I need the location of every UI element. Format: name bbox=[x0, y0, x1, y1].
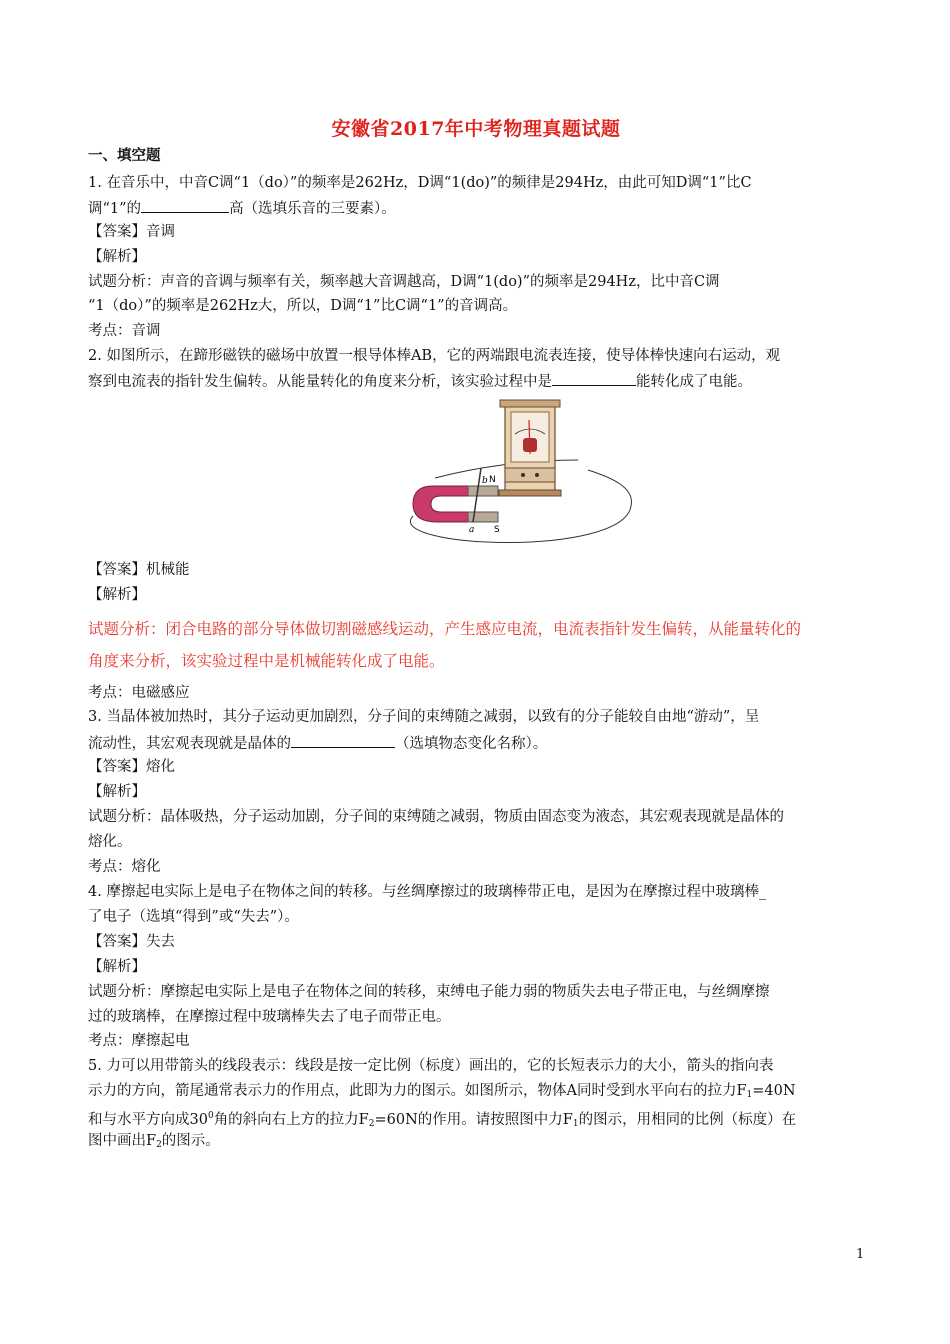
q4-line2: 了电子（选填“得到”或“失去”）。 bbox=[88, 909, 299, 925]
q2-answer: 【答案】机械能 bbox=[88, 562, 190, 578]
answer-blank bbox=[141, 198, 229, 213]
q3-analysis-line1: 试题分析：晶体吸热，分子运动加剧，分子间的束缚随之减弱，物质由固态变为液态，其宏观表现就是晶体的 bbox=[88, 809, 784, 825]
label-a: a bbox=[469, 525, 475, 535]
answer-blank bbox=[291, 733, 395, 748]
q4-point: 考点：摩擦起电 bbox=[88, 1033, 190, 1049]
q2-point: 考点：电磁感应 bbox=[88, 685, 190, 701]
q3-line2: 流动性，其宏观表现就是晶体的 （选填物态变化名称）。 bbox=[88, 733, 547, 754]
q4-answer: 【答案】失去 bbox=[88, 934, 175, 950]
q1-analysis-line1: 试题分析：声音的音调与频率有关，频率越大音调越高，D调“1(do)”的频率是294Hz，比中音C调 bbox=[88, 274, 720, 290]
q5-line1: 5. 力可以用带箭头的线段表示：线段是按一定比例（标度）画出的，它的长短表示力的大小，箭头的指向表 bbox=[88, 1058, 774, 1074]
q4-line1: 4. 摩擦起电实际上是电子在物体之间的转移。与丝绸摩擦过的玻璃棒带正电，是因为在摩擦过程中玻璃棒_ bbox=[88, 884, 767, 900]
page-number: 1 bbox=[856, 1247, 865, 1262]
section-heading: 一、填空题 bbox=[88, 147, 161, 164]
label-n: N bbox=[489, 475, 496, 485]
q2-analysis-line2: 角度来分析，该实验过程中是机械能转化成了电能。 bbox=[88, 652, 445, 670]
q1-line1: 1. 在音乐中，中音C调“1（do）”的频率是262Hz，D调“1(do)”的频律是294Hz，由此可知D调“1”比C bbox=[88, 175, 752, 191]
q1-answer: 【答案】音调 bbox=[88, 224, 175, 240]
q2-line1: 2. 如图所示，在蹄形磁铁的磁场中放置一根导体棒AB，它的两端跟电流表连接，使导体棒快速向右运动，观 bbox=[88, 348, 781, 364]
label-b: b bbox=[482, 476, 488, 486]
q3-analysis-label: 【解析】 bbox=[88, 784, 146, 800]
q3-line1: 3. 当晶体被加热时，其分子运动更加剧烈，分子间的束缚随之减弱，以致有的分子能较自由地“游动”，呈 bbox=[88, 709, 760, 725]
q1-analysis-label: 【解析】 bbox=[88, 249, 146, 265]
q4-analysis-label: 【解析】 bbox=[88, 959, 146, 975]
page-title: 安徽省2017年中考物理真题试题 bbox=[331, 118, 621, 140]
electromagnetic-induction-figure bbox=[373, 398, 659, 550]
q5-line2: 示力的方向，箭尾通常表示力的作用点，此即为力的图示。如图所示，物体A同时受到水平向右的拉力$F_1=40N$ bbox=[88, 1083, 796, 1100]
q1-line2: 调“1”的 高（选填乐音的三要素）。 bbox=[88, 198, 396, 219]
q3-answer: 【答案】熔化 bbox=[88, 759, 175, 775]
q5-line3: 和与水平方向成$30^0$角的斜向右上方的拉力$F_2=60N$的作用。请按照图中力$F_1$的图示，用相同的比例（标度）在 bbox=[88, 1111, 797, 1129]
answer-blank bbox=[552, 371, 636, 386]
label-s: S bbox=[494, 525, 500, 535]
q1-analysis-line2: “1（do）”的频率是262Hz大，所以，D调“1”比C调“1”的音调高。 bbox=[88, 298, 518, 314]
q1-point: 考点：音调 bbox=[88, 323, 161, 339]
q2-analysis-label: 【解析】 bbox=[88, 587, 146, 603]
q2-analysis-line1: 试题分析：闭合电路的部分导体做切割磁感线运动，产生感应电流，电流表指针发生偏转，从能量转化的 bbox=[88, 620, 802, 638]
q2-line2: 察到电流表的指针发生偏转。从能量转化的角度来分析，该实验过程中是 能转化成了电能。 bbox=[88, 371, 752, 392]
q4-analysis-line2: 过的玻璃棒，在摩擦过程中玻璃棒失去了电子而带正电。 bbox=[88, 1009, 451, 1025]
q4-analysis-line1: 试题分析：摩擦起电实际上是电子在物体之间的转移，束缚电子能力弱的物质失去电子带正电，与丝绸摩擦 bbox=[88, 984, 770, 1000]
q5-line4: 图中画出$F_2$的图示。 bbox=[88, 1133, 220, 1150]
q3-analysis-line2: 熔化。 bbox=[88, 834, 132, 850]
q3-point: 考点：熔化 bbox=[88, 859, 161, 875]
